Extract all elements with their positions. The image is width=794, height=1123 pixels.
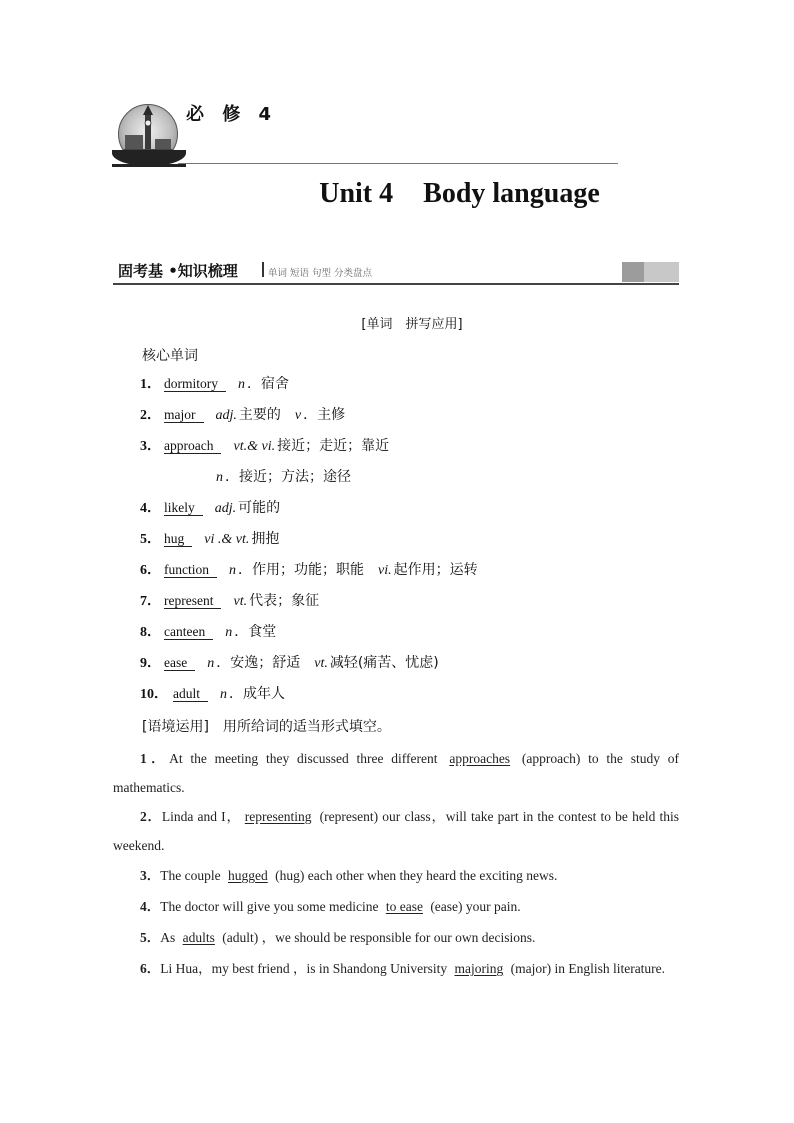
exercise-text-before: Linda and I，	[161, 809, 241, 824]
exercise-text-after: (hug) each other when they heard the exciting news.	[271, 868, 558, 883]
vocab-answer: hug	[164, 532, 192, 547]
definition-2: 减轻(痛苦、忧虑)	[329, 655, 439, 671]
exercise-answer: approaches	[449, 751, 511, 766]
vocab-answer: ease	[164, 656, 195, 671]
definition: ．食堂	[234, 624, 277, 640]
section-subtitle: 单词 短语 句型 分类盘点	[268, 268, 373, 279]
vocab-number: 2．	[140, 408, 161, 423]
part-of-speech: adj.	[215, 408, 237, 423]
vocab-number: 9．	[140, 656, 161, 671]
unit-number: Unit 4	[319, 178, 394, 209]
part-of-speech: n	[216, 470, 223, 485]
vocab-number: 7．	[140, 594, 161, 609]
vocab-answer: major	[164, 408, 204, 423]
vocab-answer: represent	[164, 594, 221, 609]
definition: 代表；象征	[249, 593, 320, 609]
definition-2: ．主修	[303, 407, 346, 423]
vocab-answer: adult	[173, 687, 208, 702]
definition-2: 起作用；运转	[393, 562, 478, 578]
context-usage-label: [语境运用] 用所给词的适当形式填空。	[142, 719, 391, 735]
vocab-item	[140, 654, 439, 673]
exercise-text-before: The doctor will give you some medicine	[160, 899, 382, 914]
exercise-number: 3．	[140, 868, 161, 883]
vocab-answer: dormitory	[164, 377, 226, 392]
exercise-text-before: The couple	[160, 868, 224, 883]
definition: 可能的	[238, 500, 281, 516]
exercise-text-after: (ease) your pain.	[426, 899, 521, 914]
definition: ．宿舍	[247, 376, 289, 392]
exercise-answer: hugged	[227, 868, 268, 883]
exercise-answer: adults	[182, 930, 215, 945]
part-of-speech: vi .& vt.	[204, 532, 250, 547]
definition: ．接近；方法；途径	[225, 469, 351, 485]
part-of-speech-2: vi.	[378, 563, 392, 578]
part-of-speech: vt.& vi.	[233, 439, 276, 454]
exercise-answer: representing	[244, 809, 312, 824]
exercise-number: 4．	[140, 899, 161, 914]
book-label: 必 修 4	[186, 104, 278, 125]
exercise-number: 6．	[140, 961, 161, 976]
exercise-text-before: At the meeting they discussed three different	[169, 751, 446, 766]
vocab-item	[140, 499, 280, 518]
exercise-text-after: (major) in English literature.	[507, 961, 666, 976]
exercise-answer: to ease	[385, 899, 423, 914]
exercise-item	[113, 892, 679, 921]
exercise-item	[113, 923, 679, 952]
definition: 主要的	[238, 407, 281, 423]
vocab-answer: approach	[164, 439, 221, 454]
definition: ．作用；功能；职能	[238, 562, 364, 578]
unit-topic: Body language	[423, 178, 600, 209]
part-of-speech: n	[238, 377, 245, 392]
vocab-item	[140, 530, 279, 549]
part-of-speech-2: vt.	[314, 656, 328, 671]
part-of-speech: n	[220, 687, 227, 702]
vocab-number: 5．	[140, 532, 161, 547]
part-of-speech-2: v	[294, 408, 302, 423]
section-title: 固考基 •知识梳理	[118, 262, 238, 280]
header-rule-thick	[112, 164, 186, 167]
definition: 接近；走近；靠近	[277, 438, 390, 454]
exercise-number: 1．	[140, 751, 170, 766]
exercise-text-before: As	[160, 930, 179, 945]
exercise-text-after: (represent) our class，will take part in the contest to be held this weekend.	[113, 809, 679, 853]
part-of-speech: n	[229, 563, 236, 578]
header-rule	[178, 163, 618, 164]
exercise-text-after: (adult) ，we should be responsible for our own decisions.	[218, 930, 536, 945]
exercise-item	[113, 744, 679, 802]
exercise-text-before: Li Hua，my best friend ，is in Shandong University	[160, 961, 451, 976]
part-of-speech: vt.	[233, 594, 248, 609]
vocab-item	[140, 561, 478, 580]
vocab-number: 10．	[140, 687, 168, 702]
vocab-number: 1．	[140, 377, 161, 392]
definition: 拥抱	[251, 531, 280, 547]
vocab-number: 3．	[140, 439, 161, 454]
part-of-speech: n	[225, 625, 233, 640]
vocab-item-continuation	[216, 468, 351, 487]
definition: ．安逸；舒适	[216, 655, 301, 671]
vocab-number: 8．	[140, 625, 161, 640]
unit-title	[0, 178, 794, 210]
vocab-item	[140, 437, 389, 456]
vocab-number: 6．	[140, 563, 161, 578]
part-of-speech: n	[207, 656, 215, 671]
exercise-number: 2．	[140, 809, 162, 824]
vocab-answer: function	[164, 563, 217, 578]
vocab-answer: likely	[164, 501, 203, 516]
vocab-item	[140, 592, 319, 611]
section-separator	[262, 262, 264, 277]
exercise-text-after: (approach) to the study of mathematics.	[113, 751, 679, 795]
vocab-item	[140, 685, 285, 704]
core-words-label: 核心单词	[142, 348, 198, 364]
section-decor-box-light	[644, 262, 679, 282]
vocab-answer: canteen	[164, 625, 213, 640]
exercise-answer: majoring	[454, 961, 504, 976]
definition: ．成年人	[229, 686, 285, 702]
exercise-item	[113, 861, 679, 890]
vocab-number: 4．	[140, 501, 161, 516]
sub-header: [单词 拼写应用]	[361, 317, 463, 332]
part-of-speech: adj.	[214, 501, 237, 516]
section-decor-box-dark	[622, 262, 644, 282]
exercise-number: 5．	[140, 930, 161, 945]
vocab-item	[140, 623, 276, 642]
vocab-item	[140, 375, 289, 394]
vocab-item	[140, 406, 345, 425]
exercise-item	[113, 802, 679, 860]
exercise-item	[113, 954, 679, 983]
